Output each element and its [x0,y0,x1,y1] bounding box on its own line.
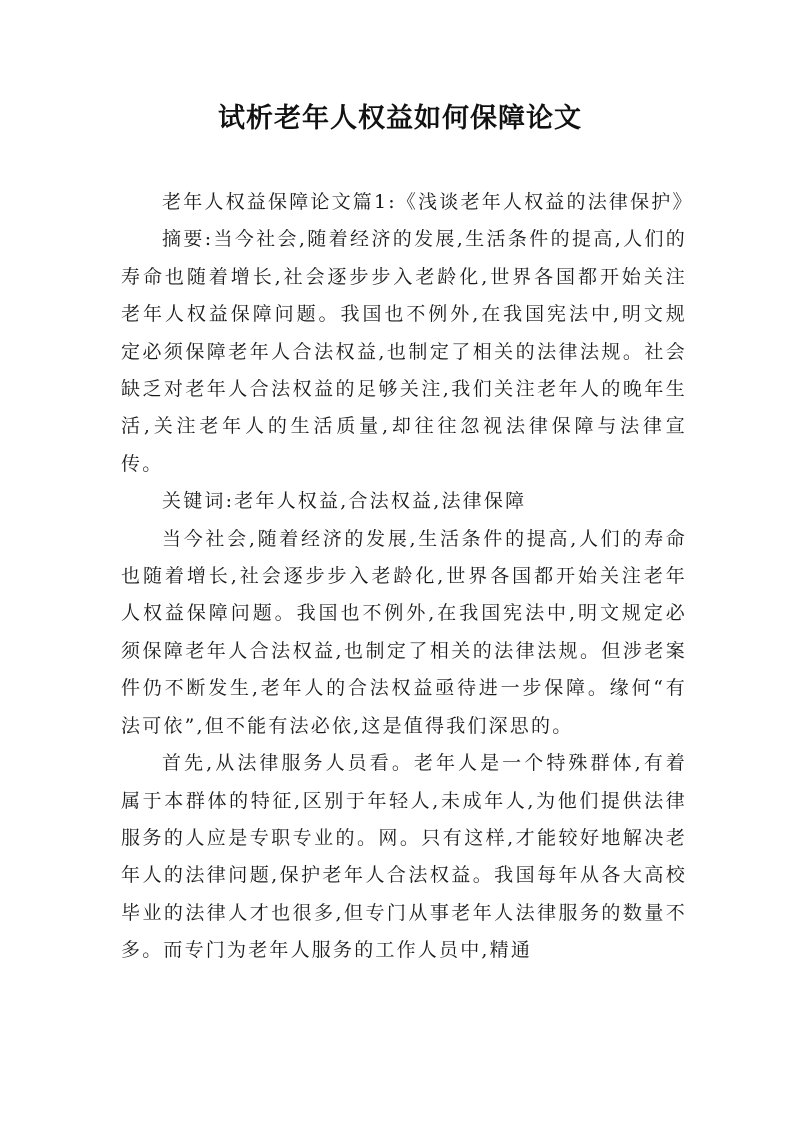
paragraph-keywords: 关键词:老年人权益,合法权益,法律保障 [162,490,527,513]
paragraph-abstract: 摘要:当今社会,随着经济的发展,生活条件的提高,人们的寿命也随着增长,社会逐步步入老龄化,世界各国都开始关注老年人权益保障问题。我国也不例外,在我国宪法中,明文规定必须保障老年人合法权益,也制定了相关的法律法规。社会缺乏对老年人合法权益的足够关注,我们关注老年人的晚年生活,关注老年人的生活质量,却往往忽视法律保障与法律宣传。 [121,228,687,475]
paragraph-first-point: 首先,从法律服务人员看。老年人是一个特殊群体,有着属于本群体的特征,区别于年轻人,未成年人,为他们提供法律服务的人应是专职专业的。网。只有这样,才能较好地解决老年人的法律问题,保护老年人合法权益。我国每年从各大高校毕业的法律人才也很多,但专门从事老年人法律服务的数量不多。而专门为老年人服务的工作人员中,精通 [121,752,687,962]
paragraph-intro: 当今社会,随着经济的发展,生活条件的提高,人们的寿命也随着增长,社会逐步步入老龄化,世界各国都开始关注老年人权益保障问题。我国也不例外,在我国宪法中,明文规定必须保障老年人合法权益,也制定了相关的法律法规。但涉老案件仍不断发生,老年人的合法权益亟待进一步保障。缘何“有法可依”,但不能有法必依,这是值得我们深思的。 [121,527,687,737]
paragraph-heading: 老年人权益保障论文篇1:《浅谈老年人权益的法律保护》 [162,191,694,213]
document-title: 试析老年人权益如何保障论文 [218,103,582,134]
document-body [121,184,694,970]
